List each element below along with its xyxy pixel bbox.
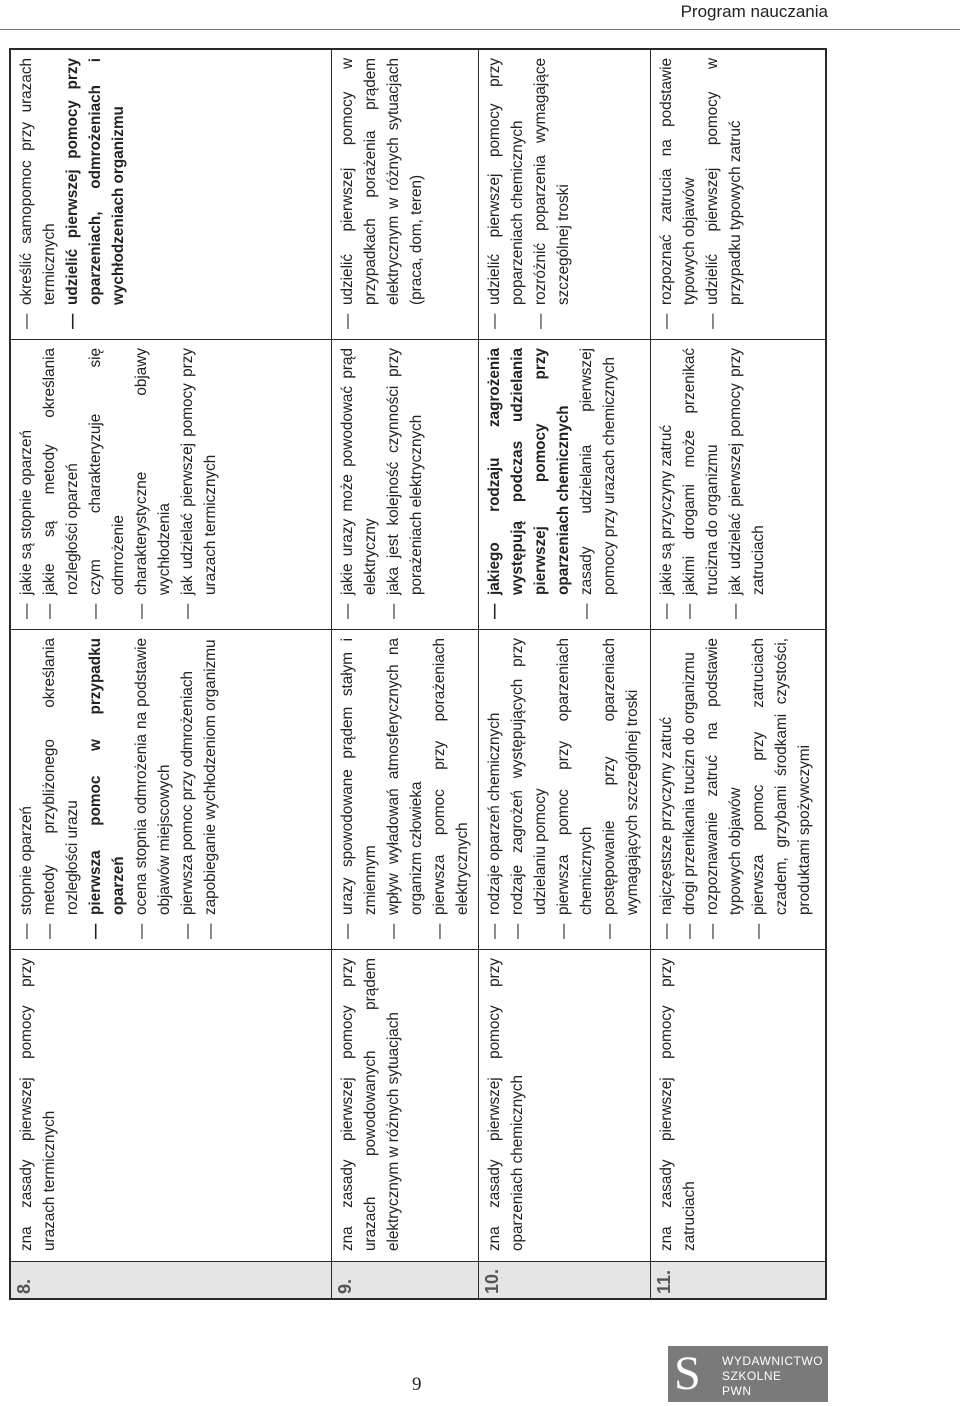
objective-cell: zna zasady pierwszej pomocy przy urazach termicznych (11, 949, 331, 1261)
objective-cell: zna zasady pierwszej pomocy przy urazach powodowanych prądem elektrycznym w różnych sytuacjach (332, 949, 478, 1261)
list-item: — udzielić pierwszej pomocy przy poparzeniach chemicznych (483, 58, 529, 329)
skills-list (655, 58, 747, 329)
table-row-11 (651, 50, 825, 1298)
content-list (483, 638, 644, 939)
publisher-name (722, 1354, 823, 1399)
list-item: — rozpoznawanie zatruć na podstawie typowych objawów (701, 638, 747, 939)
skills-list (336, 58, 428, 329)
list-item: — ocena stopnia odmrożenia na podstawie objawów miejscowych (130, 638, 176, 939)
list-item: — pierwsza pomoc przy oparzeniach chemicznych (552, 638, 598, 939)
list-item: — jak udzielać pierwszej pomocy przy urazach termicznych (176, 348, 222, 619)
content-cell (11, 629, 331, 949)
publisher-logo (668, 1346, 828, 1402)
list-item: — metody przybliżonego określania rozległości urazu (38, 638, 84, 939)
list-item: — pierwsza pomoc przy odmrożeniach (176, 638, 199, 939)
list-item: — rodzaje zagrożeń występujących przy udzielaniu pomocy (506, 638, 552, 939)
list-item: — pierwsza pomoc w przypadku oparzeń (84, 638, 130, 939)
list-item: — pierwsza pomoc przy zatruciach czadem, grzybami środkami czystości, produktami spożywczymi (747, 638, 816, 939)
list-item: — stopnie oparzeń (15, 638, 38, 939)
knows-cell (11, 339, 331, 629)
header-divider (0, 29, 960, 30)
content-list (336, 638, 474, 939)
knows-cell (651, 339, 825, 629)
table-row-9 (332, 50, 479, 1298)
knows-list (483, 348, 621, 619)
list-item: — zapobieganie wychłodzeniom organizmu (199, 638, 222, 939)
table-row-10 (479, 50, 651, 1298)
skills-cell (651, 50, 825, 339)
list-item: — wpływ wyładowań atmosferycznych na organizm człowieka (382, 638, 428, 939)
publisher-s-icon: S (674, 1347, 701, 1400)
content-cell (332, 629, 478, 949)
page-header-title: Program nauczania (680, 2, 828, 21)
skills-cell (11, 50, 331, 339)
list-item: — jak udzielać pierwszej pomocy przy zatruciach (724, 348, 770, 619)
list-item: — udzielić pierwszej pomocy w przypadku typowych zatruć (701, 58, 747, 329)
list-item: — jakimi drogami może przenikać trucizna do organizmu (678, 348, 724, 619)
knows-cell (479, 339, 650, 629)
content-list (15, 638, 222, 939)
row-number: 9. (332, 1261, 478, 1298)
list-item: — jakiego rodzaju zagrożenia występują podczas udzielania pierwszej pomocy przy oparzeniach chemicznych (483, 348, 575, 619)
content-list (655, 638, 816, 939)
publisher-line-1: WYDAWNICTWO (722, 1354, 824, 1368)
publisher-line-3: PWN (722, 1384, 752, 1398)
list-item: — zasady udzielania pierwszej pomocy przy urazach chemicznych (575, 348, 621, 619)
content-cell (651, 629, 825, 949)
publisher-line-2: SZKOLNE (722, 1369, 782, 1383)
curriculum-table-frame (9, 48, 827, 1300)
list-item: — charakterystyczne objawy wychłodzenia (130, 348, 176, 619)
objective-cell: zna zasady pierwszej pomocy przy oparzeniach chemicznych (479, 949, 650, 1261)
list-item: — rozpoznać zatrucia na podstawie typowych objawów (655, 58, 701, 329)
knows-cell (332, 339, 478, 629)
skills-list (15, 58, 130, 329)
list-item: — pierwsza pomoc przy porażeniach elektrycznych (428, 638, 474, 939)
knows-list (336, 348, 428, 619)
row-number: 8. (11, 1261, 331, 1298)
skills-cell (479, 50, 650, 339)
list-item: — określić samopomoc przy urazach termicznych (15, 58, 61, 329)
knows-list (15, 348, 222, 619)
row-number: 11. (651, 1261, 825, 1298)
list-item: — rodzaje oparzeń chemicznych (483, 638, 506, 939)
list-item: — drogi przenikania trucizn do organizmu (678, 638, 701, 939)
list-item: — czym charakteryzuje się odmrożenie (84, 348, 130, 619)
list-item: — jakie są metody określania rozległości oparzeń (38, 348, 84, 619)
skills-list (483, 58, 575, 329)
list-item: — jakie są stopnie oparzeń (15, 348, 38, 619)
objective-cell: zna zasady pierwszej pomocy przy zatruciach (651, 949, 825, 1261)
list-item: — jakie są przyczyny zatruć (655, 348, 678, 619)
knows-list (655, 348, 770, 619)
content-cell (479, 629, 650, 949)
list-item: — najczęstsze przyczyny zatruć (655, 638, 678, 939)
list-item: — jakie urazy może powodować prąd elektryczny (336, 348, 382, 619)
list-item: — udzielić pierwszej pomocy w przypadkach porażenia prądem elektrycznym w różnych sytuacjach (praca, dom, teren) (336, 58, 428, 329)
list-item: — jaka jest kolejność czynności przy porażeniach elektrycznych (382, 348, 428, 619)
curriculum-table (9, 48, 827, 1300)
row-number: 10. (479, 1261, 650, 1298)
list-item: — urazy spowodowane prądem stałym i zmiennym (336, 638, 382, 939)
list-item: — udzielić pierwszej pomocy przy oparzeniach, odmrożeniach i wychłodzeniach organizmu (61, 58, 130, 329)
skills-cell (332, 50, 478, 339)
list-item: — postępowanie przy oparzeniach wymagających szczególnej troski (598, 638, 644, 939)
table-row-8 (11, 50, 332, 1298)
page-number: 9 (412, 1374, 422, 1395)
list-item: — rozróżnić poparzenia wymagające szczególnej troski (529, 58, 575, 329)
